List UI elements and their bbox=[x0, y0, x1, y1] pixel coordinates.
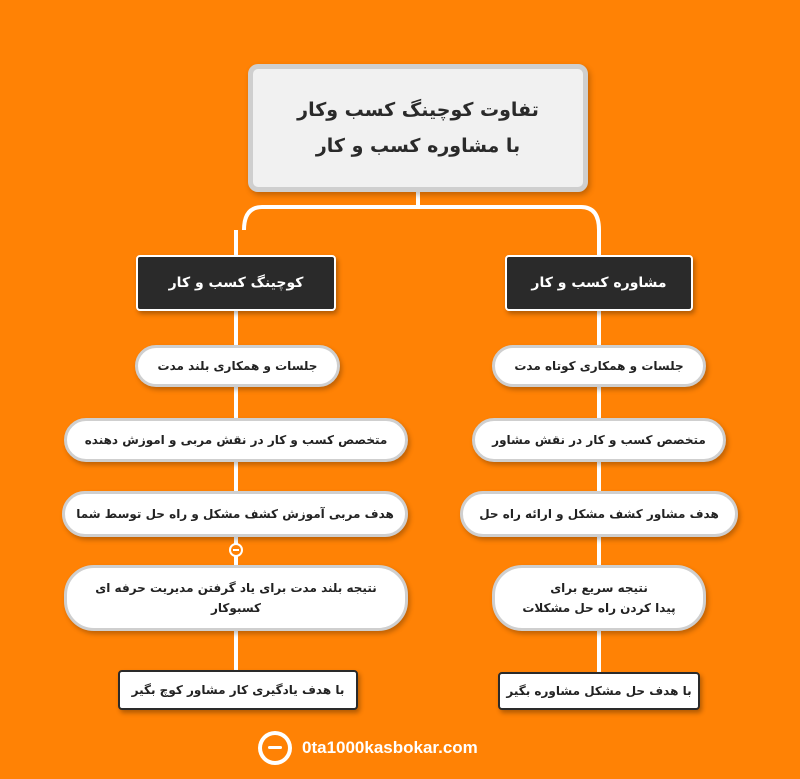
consulting-item-2-line-1: متخصص کسب و کار در نقش مشاور bbox=[492, 433, 706, 447]
title-line-2: با مشاوره کسب و کار bbox=[315, 135, 521, 157]
coaching-item-3 bbox=[62, 491, 408, 537]
coaching-item-1-line-1: جلسات و همکاری بلند مدت bbox=[157, 359, 318, 373]
consulting-item-3 bbox=[460, 491, 738, 537]
consulting-item-4 bbox=[492, 565, 706, 631]
connector-branch bbox=[244, 207, 599, 230]
brand-logo-icon bbox=[258, 731, 292, 765]
coaching-item-4-line-2: کسبوکار bbox=[211, 601, 262, 615]
coaching-item-2-line-1: متخصص کسب و کار در نقش مربی و اموزش دهنده bbox=[84, 433, 388, 447]
website-link[interactable]: 0ta1000kasbokar.com bbox=[302, 738, 478, 757]
consulting-item-2 bbox=[472, 418, 726, 462]
coaching-item-3-line-1: هدف مربی آموزش کشف مشکل و راه حل توسط شما bbox=[76, 507, 394, 521]
footer bbox=[258, 730, 478, 766]
consulting-item-1-line-1: جلسات و همکاری کوتاه مدت bbox=[514, 359, 684, 373]
consulting-header: مشاوره کسب و کار bbox=[505, 255, 693, 311]
coaching-conclusion: با هدف یادگیری کار مشاور کوچ بگیر bbox=[118, 670, 358, 710]
collapse-icon[interactable] bbox=[229, 543, 243, 557]
consulting-item-4-line-1: نتیجه سریع برای bbox=[550, 581, 648, 595]
coaching-item-4-line-1: نتیجه بلند مدت برای یاد گرفتن مدیریت حرفه ای bbox=[95, 581, 377, 595]
title-line-1: تفاوت کوچینگ کسب وکار bbox=[297, 99, 539, 121]
coaching-item-1 bbox=[135, 345, 340, 387]
consulting-conclusion: با هدف حل مشکل مشاوره بگیر bbox=[498, 672, 700, 710]
consulting-item-3-line-1: هدف مشاور کشف مشکل و ارائه راه حل bbox=[479, 507, 719, 521]
coaching-item-4 bbox=[64, 565, 408, 631]
coaching-item-2 bbox=[64, 418, 408, 462]
coaching-header: کوچینگ کسب و کار bbox=[136, 255, 336, 311]
consulting-item-4-line-2: پیدا کردن راه حل مشکلات bbox=[522, 601, 676, 615]
diagram-title bbox=[248, 64, 588, 192]
consulting-item-1 bbox=[492, 345, 706, 387]
